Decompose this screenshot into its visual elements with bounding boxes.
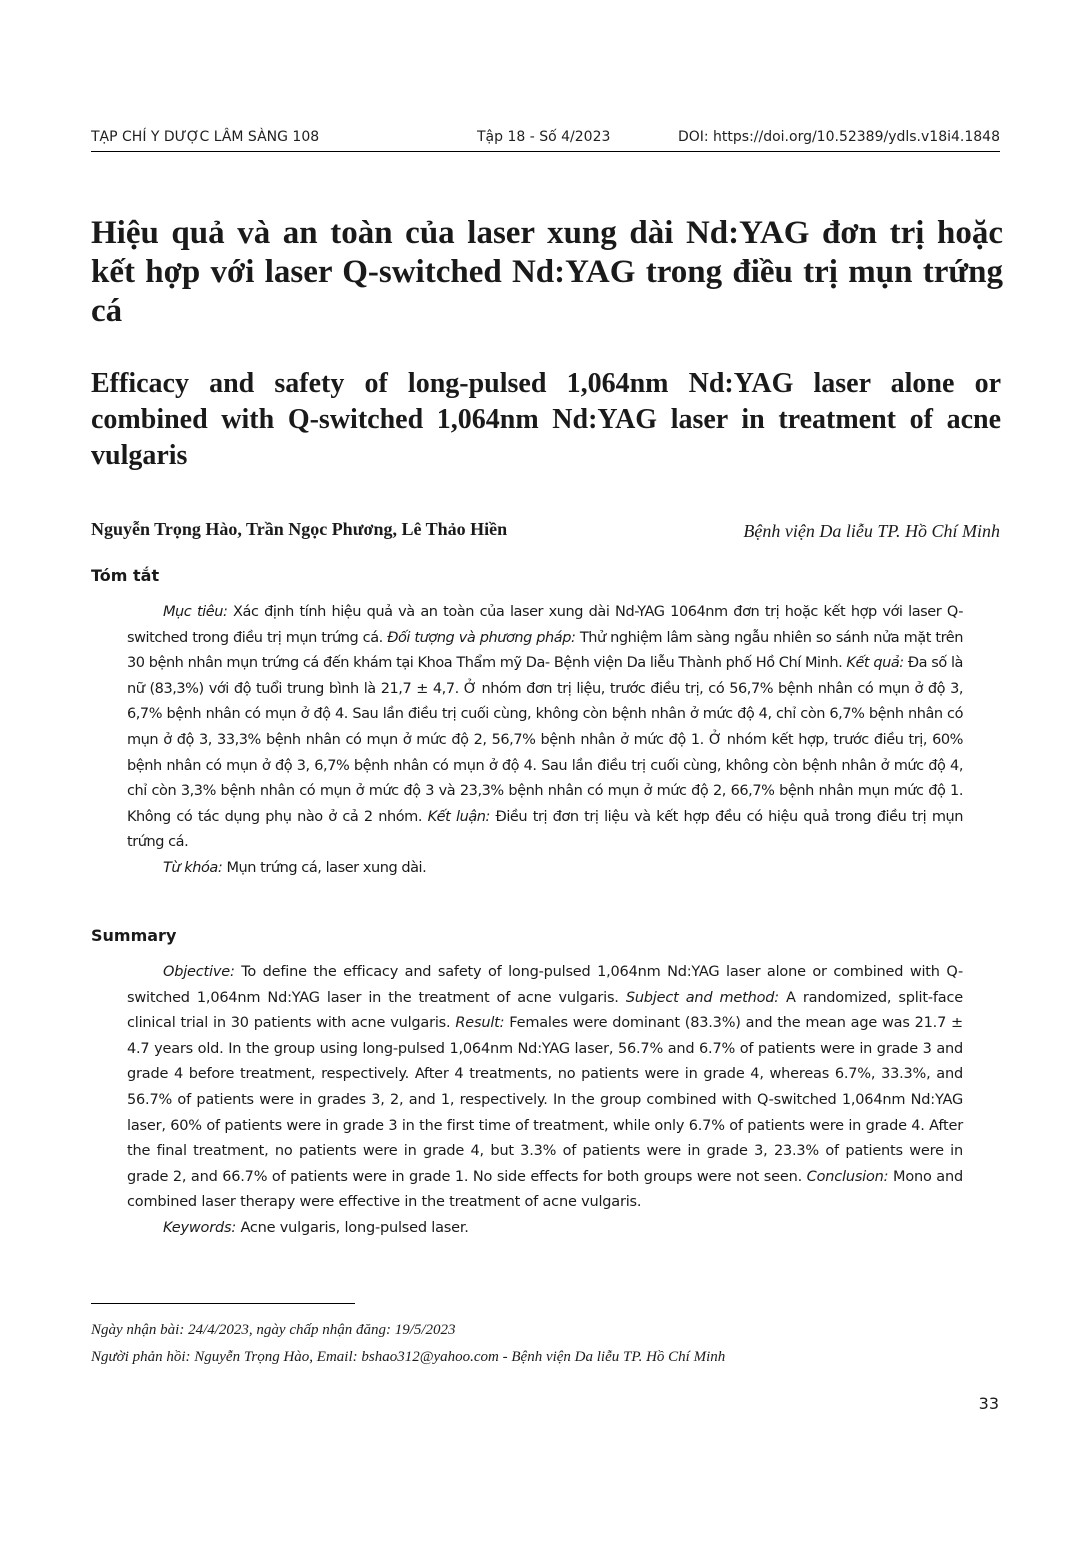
title-vietnamese: Hiệu quả và an toàn của laser xung dài Nd:YAG đơn trị hoặc kết hợp với laser Q-switched Nd:YAG trong điều trị mụn trứng cá: [91, 215, 1003, 329]
conclusion-label: Kết luận:: [427, 808, 490, 825]
author-affiliation: Bệnh viện Da liễu TP. Hồ Chí Minh: [743, 521, 1000, 541]
method-text: Thử nghiệm lâm sàng ngẫu nhiên so sánh nửa mặt trên 30 bệnh nhân mụn trứng cá đến khám tại Khoa Thẩm mỹ Da- Bệnh viện Da liễu Thành phố Hồ Chí Minh.: [127, 629, 963, 672]
footnote-received-date: Ngày nhận bài: 24/4/2023, ngày chấp nhận đăng: 19/5/2023: [91, 1322, 456, 1338]
abstract-vi-body: [127, 600, 963, 856]
method-label: Đối tượng và phương pháp:: [387, 629, 576, 646]
author-list: Nguyễn Trọng Hào, Trần Ngọc Phương, Lê Thảo Hiền: [91, 519, 508, 539]
keywords-label: Keywords:: [163, 1219, 237, 1236]
footnote-divider: [91, 1303, 355, 1304]
title-english: Efficacy and safety of long-pulsed 1,064nm Nd:YAG laser alone or combined with Q-switched 1,064nm Nd:YAG laser in treatment of acne vulgaris: [91, 368, 1001, 471]
objective-label: Mục tiêu:: [163, 604, 228, 620]
keywords-label: Từ khóa:: [163, 859, 223, 876]
objective-text: To define the efficacy and safety of long-pulsed 1,064nm Nd:YAG laser alone or combined with Q-switched 1,064nm Nd:YAG laser in the treatment of acne vulgaris.: [127, 964, 963, 1006]
issue-number: Tập 18 - Số 4/2023: [477, 129, 611, 145]
method-label: Subject and method:: [625, 989, 779, 1006]
abstract-en-body: [127, 960, 963, 1216]
objective-label: Objective:: [163, 964, 235, 980]
journal-name: TẠP CHÍ Y DƯỢC LÂM SÀNG 108: [91, 129, 320, 145]
keywords-vi: [127, 856, 963, 882]
abstract-vi-heading: Tóm tắt: [91, 566, 160, 585]
keywords-text: Mụn trứng cá, laser xung dài.: [222, 859, 427, 876]
result-text: Females were dominant (83.3%) and the mean age was 21.7 ± 4.7 years old. In the group using long-pulsed 1,064nm Nd:YAG laser, 56.7% and 6.7% of patients were in grade 3 and grade 4 before treatment, respectively. After 4 treatments, no patients were in grade 4, whereas 6.7%, 33.3%, and 56.7% of patients were in grades 3, 2, and 1, respectively. In the group combined with Q-switched 1,064nm Nd:YAG laser, 60% of patients were in grade 3 in the first time of treatment, while only 6.7% of patients were in grade 4. After the final treatment, no patients were in grade 4, but 3.3% of patients were in grade 3, 23.3% of patients were in grade 2, and 66.7% of patients were in grade 1. No side effects for both groups were not seen.: [127, 1015, 963, 1185]
running-header: [91, 127, 1000, 152]
footnote-correspondence: Người phản hồi: Nguyễn Trọng Hào, Email: bshao312@yahoo.com - Bệnh viện Da liễu TP. Hồ Chí Minh: [91, 1349, 726, 1365]
abstract-en-heading: Summary: [91, 926, 177, 945]
doi-text: DOI: https://doi.org/10.52389/ydls.v18i4.1848: [677, 129, 1000, 145]
objective-text: Xác định tính hiệu quả và an toàn của laser xung dài Nd-YAG 1064nm đơn trị hoặc kết hợp với laser Q-switched trong điều trị mụn trứng cá.: [127, 604, 963, 646]
result-label: Kết quả:: [846, 655, 904, 672]
result-text: Đa số là nữ (83,3%) với độ tuổi trung bình là 21,7 ± 4,7. Ở nhóm đơn trị liệu, trước điều trị, có 56,7% bệnh nhân có mụn ở độ 3, 6,7% bệnh nhân có mụn ở độ 4. Sau lần điều trị cuối cùng, không còn bệnh nhân ở mức độ 4, chỉ còn 6,7% bệnh nhân có mụn ở độ 3, 33,3% bệnh nhân có mụn ở mức độ 2, 56,7% bệnh nhân ở mức độ 1. Ở nhóm kết hợp, trước điều trị, 60% bệnh nhân có mụn ở độ 3, 6,7% bệnh nhân có mụn ở độ 4. Sau lần điều trị cuối cùng, không còn bệnh nhân ở mức độ 4, chỉ còn 3,3% bệnh nhân có mụn ở mức độ 3 và 23,3% bệnh nhân có mụn ở mức độ 2, 66,7% bệnh nhân mụn mức độ 1. Không có tác dụng phụ nào ở cả 2 nhóm.: [127, 655, 963, 825]
keywords-en: [127, 1216, 963, 1242]
method-text: A randomized, split-face clinical trial in 30 patients with acne vulgaris.: [127, 989, 963, 1032]
abstract-english: [127, 960, 963, 1242]
conclusion-label: Conclusion:: [806, 1168, 889, 1185]
result-label: Result:: [455, 1015, 505, 1032]
page-number: 33: [978, 1394, 999, 1413]
conclusion-text: Điều trị đơn trị liệu và kết hợp đều có hiệu quả trong điều trị mụn trứng cá.: [127, 808, 964, 851]
conclusion-text: Mono and combined laser therapy were effective in the treatment of acne vulgaris.: [127, 1168, 963, 1211]
keywords-text: Acne vulgaris, long-pulsed laser.: [236, 1219, 469, 1236]
abstract-vietnamese: [127, 600, 963, 882]
